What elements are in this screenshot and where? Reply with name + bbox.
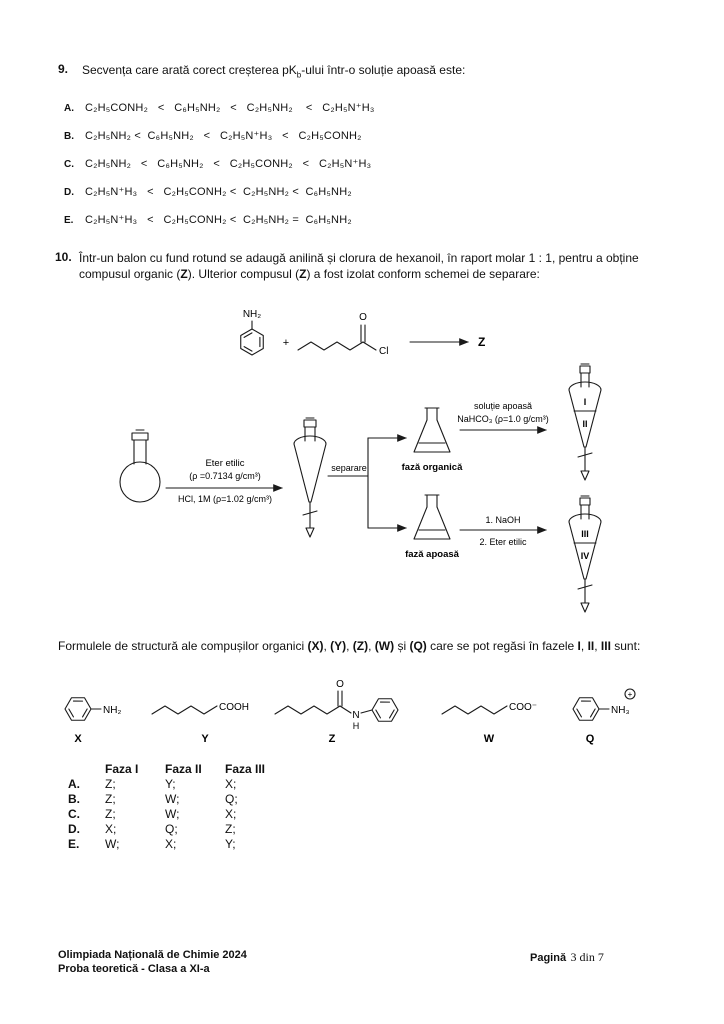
phase-III-label: III — [581, 529, 589, 539]
table-row-a-c1: Z; — [105, 777, 116, 791]
erlenmeyer-organic-icon — [414, 408, 450, 452]
footer-olympiad-title: Olimpiada Națională de Chimie 2024 — [58, 949, 247, 961]
organic-phase-label: fază organică — [401, 462, 463, 473]
page-number-label: Pagină — [530, 952, 567, 964]
reagent1-line1: Eter etilic — [205, 458, 245, 469]
table-row-c-letter: C. — [68, 807, 80, 821]
question-9-number: 9. — [58, 62, 69, 76]
table-row-d-c2: Q; — [165, 822, 178, 836]
table-row-e-letter: E. — [68, 837, 80, 851]
question-10 — [55, 250, 680, 282]
option-d-formula: C₂H₅N⁺H₃ < C₂H₅CONH₂ < C₂H₅NH₂ < C₆H₅NH₂ — [85, 186, 352, 198]
structure-z-label: Z — [328, 733, 336, 745]
structure-w-label: W — [483, 733, 495, 745]
structure-x-label: X — [74, 733, 82, 745]
phase-II-label: II — [582, 419, 588, 429]
structure-z-icon — [275, 680, 401, 731]
page-footer-left — [58, 948, 247, 976]
option-c-letter: C. — [64, 159, 74, 170]
phase-IV-label: IV — [580, 551, 590, 561]
separare-fork — [328, 438, 406, 528]
option-b-letter: B. — [64, 131, 74, 142]
option-b-formula: C₂H₅NH₂ < C₆H₅NH₂ < C₂H₅N⁺H₃ < C₂H₅CONH₂ — [85, 130, 362, 142]
product-z-label: Z — [478, 335, 486, 349]
table-row-a-c2: Y; — [165, 777, 176, 791]
round-bottom-flask-icon — [120, 430, 160, 502]
page-number-value: 3 din 7 — [570, 950, 604, 964]
page-footer-right — [530, 948, 604, 966]
table-row-c-c1: Z; — [105, 807, 116, 821]
structure-w-icon — [442, 702, 537, 714]
option-a-formula: C₂H₅CONH₂ < C₆H₅NH₂ < C₂H₅NH₂ < C₂H₅N⁺H₃ — [85, 102, 375, 114]
structure-x-icon — [62, 692, 122, 726]
table-row-a-letter: A. — [68, 777, 80, 791]
acyl-chlorine-label: Cl — [379, 346, 389, 357]
structure-y-icon — [152, 702, 249, 714]
structure-y-label: Y — [201, 733, 209, 745]
structures-figure — [0, 680, 724, 760]
reagent2-line2: NaHCO₃ (ρ=1.0 g/cm³) — [457, 414, 549, 424]
phase-I-label: I — [583, 397, 587, 407]
table-row-d-c1: X; — [105, 822, 117, 836]
table-row-c-c3: X; — [225, 807, 237, 821]
structure-w-group: COO⁻ — [509, 702, 538, 713]
reagent1-line3: HCl, 1M (ρ=1.02 g/cm³) — [178, 494, 272, 504]
option-a-letter: A. — [64, 103, 74, 114]
answers-table — [68, 762, 285, 852]
separating-funnel-3-4-icon — [569, 496, 601, 612]
option-c — [64, 157, 375, 170]
structure-q-charge: + — [627, 690, 633, 699]
structure-z-nitrogen: N — [352, 710, 360, 721]
option-e-letter: E. — [64, 215, 74, 226]
option-b — [64, 129, 375, 142]
hexanoyl-chloride-structure-icon — [298, 312, 388, 357]
table-row-b-c2: W; — [165, 792, 180, 806]
question-9 — [58, 62, 678, 83]
structure-q-group: NH₃ — [611, 705, 630, 716]
reagent3-line1: 1. NaOH — [485, 515, 521, 525]
table-header-faza1: Faza I — [105, 762, 139, 776]
structure-q-label: Q — [585, 733, 595, 745]
acyl-oxygen-label: O — [359, 312, 367, 323]
aqueous-phase-label: fază apoasă — [405, 549, 459, 560]
table-row-b-letter: B. — [68, 792, 80, 806]
separating-funnel-1-2-icon — [569, 364, 601, 480]
table-row-d-c3: Z; — [225, 822, 236, 836]
reagent3-line2: 2. Eter etilic — [479, 537, 527, 547]
table-header-faza2: Faza II — [165, 762, 202, 776]
aniline-nh2-label: NH₂ — [242, 309, 262, 320]
separating-funnel-icon — [294, 418, 326, 537]
separation-scheme-diagram — [0, 290, 724, 630]
option-d — [64, 185, 375, 198]
table-row-e-c1: W; — [105, 837, 120, 851]
option-a — [64, 101, 375, 114]
erlenmeyer-aqueous-icon — [414, 495, 450, 539]
structure-x-group: NH₂ — [103, 705, 122, 716]
question-10-text: Într-un balon cu fund rotund se adaugă anilină și clorura de hexanoil, în raport molar 1 : 1, pentru a obține compusul organic (Z). Ulterior compusul (Z) a fost izolat conform schemei de separare: — [79, 251, 639, 281]
table-row-b-c3: Q; — [225, 792, 238, 806]
option-e — [64, 213, 375, 226]
option-e-formula: C₂H₅N⁺H₃ < C₂H₅CONH₂ < C₂H₅NH₂ = C₆H₅NH₂ — [85, 214, 352, 226]
table-header-faza3: Faza III — [225, 762, 266, 776]
formulele-paragraph: Formulele de structură ale compușilor organici (X), (Y), (Z), (W) și (Q) care se pot regăsi în fazele I, II, III sunt: — [58, 639, 641, 653]
structure-y-group: COOH — [219, 702, 249, 713]
structure-z-oxygen: O — [336, 680, 344, 690]
reagent1-line2: (ρ =0.7134 g/cm³) — [189, 471, 261, 481]
question-10-number: 10. — [55, 250, 72, 264]
table-row-c-c2: W; — [165, 807, 180, 821]
footer-exam-subtitle: Proba teoretică - Clasa a XI-a — [58, 963, 210, 975]
question-9-title: Secvența care arată corect creșterea $pK_b$-ului într-o soluție apoasă este: — [82, 63, 466, 80]
option-c-formula: C₂H₅NH₂ < C₆H₅NH₂ < C₂H₅CONH₂ < C₂H₅N⁺H₃ — [85, 158, 372, 170]
table-row-e-c3: Y; — [225, 837, 236, 851]
table-row-e-c2: X; — [165, 837, 177, 851]
question-9-options — [64, 101, 375, 241]
table-row-a-c3: X; — [225, 777, 237, 791]
plus-sign: + — [282, 337, 290, 349]
table-row-b-c1: Z; — [105, 792, 116, 806]
separare-label: separare — [331, 463, 367, 473]
structure-q-icon — [570, 689, 635, 726]
structure-z-hydrogen: H — [352, 721, 360, 731]
reagent2-line1: soluție apoasă — [473, 401, 533, 411]
option-d-letter: D. — [64, 187, 74, 198]
table-row-d-letter: D. — [68, 822, 80, 836]
aniline-structure-icon — [241, 309, 264, 355]
